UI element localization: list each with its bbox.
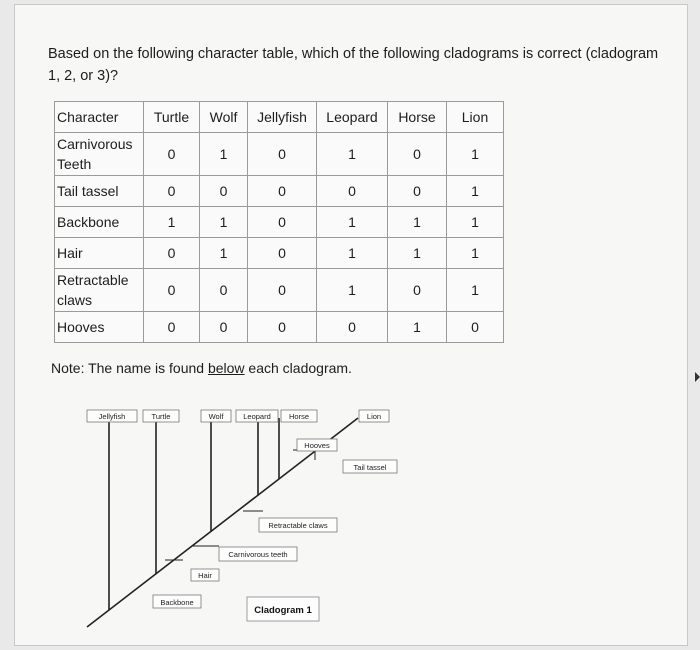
- taxon-label-turtle: [143, 410, 179, 422]
- note-after: each cladogram.: [244, 360, 352, 376]
- worksheet-page: [14, 4, 688, 646]
- table-cell: 1: [317, 269, 388, 312]
- table-cell: 0: [248, 238, 317, 269]
- table-cell: 0: [144, 176, 200, 207]
- table-cell: 0: [248, 269, 317, 312]
- table-cell: 0: [248, 312, 317, 343]
- table-cell: 0: [200, 312, 248, 343]
- header-jellyfish: Jellyfish: [248, 102, 317, 133]
- trait-label-backbone: [153, 595, 201, 608]
- taxon-label-horse: [281, 410, 317, 422]
- table-cell: 1: [317, 238, 388, 269]
- trait-label-retractable-claws: [259, 518, 337, 532]
- svg-text:Retractable claws: Retractable claws: [268, 521, 328, 530]
- table-cell: 0: [388, 269, 447, 312]
- table-cell: 1: [317, 207, 388, 238]
- svg-text:Turtle: Turtle: [151, 412, 171, 421]
- table-cell: 0: [248, 176, 317, 207]
- table-cell: 1: [388, 312, 447, 343]
- header-turtle: Turtle: [144, 102, 200, 133]
- taxon-label-wolf: [201, 410, 231, 422]
- svg-text:Lion: Lion: [366, 412, 382, 421]
- taxon-label-lion: [359, 410, 389, 422]
- row-label: Carnivorous Teeth: [55, 133, 144, 176]
- trait-label-hooves: [297, 439, 337, 451]
- table-cell: 1: [200, 238, 248, 269]
- note-underlined: below: [207, 360, 245, 376]
- svg-text:Cladogram 1: Cladogram 1: [254, 605, 312, 616]
- note-before: Note: The name is found: [51, 360, 208, 376]
- svg-text:Carnivorous teeth: Carnivorous teeth: [228, 550, 288, 559]
- table-cell: 1: [447, 207, 504, 238]
- table-cell: 0: [447, 312, 504, 343]
- table-cell: 1: [388, 238, 447, 269]
- table-cell: 0: [248, 133, 317, 176]
- table-cell: 1: [447, 133, 504, 176]
- table-cell: 1: [447, 238, 504, 269]
- svg-text:Hair: Hair: [198, 571, 212, 580]
- scroll-arrow-icon[interactable]: [695, 372, 700, 382]
- row-label: Backbone: [55, 207, 144, 238]
- table-cell: 0: [144, 269, 200, 312]
- table-cell: 0: [144, 238, 200, 269]
- table-cell: 0: [317, 312, 388, 343]
- svg-text:Hooves: Hooves: [304, 441, 330, 450]
- trait-label-hair: [191, 569, 219, 581]
- header-leopard: Leopard: [317, 102, 388, 133]
- cladogram-caption: [247, 597, 319, 621]
- svg-text:Tail tassel: Tail tassel: [353, 463, 387, 472]
- row-label: Tail tassel: [55, 176, 144, 207]
- header-lion: Lion: [447, 102, 504, 133]
- taxon-label-leopard: [236, 410, 278, 422]
- table-cell: 1: [200, 133, 248, 176]
- svg-text:Jellyfish: Jellyfish: [98, 412, 126, 421]
- header-wolf: Wolf: [200, 102, 248, 133]
- table-cell: 1: [200, 207, 248, 238]
- cladogram-1-diagram: [15, 5, 687, 645]
- row-label: Hooves: [55, 312, 144, 343]
- table-cell: 0: [200, 176, 248, 207]
- trait-label-tail-tassel: [343, 460, 397, 473]
- table-cell: 1: [447, 176, 504, 207]
- table-cell: 1: [144, 207, 200, 238]
- table-cell: 0: [144, 312, 200, 343]
- svg-text:Backbone: Backbone: [160, 598, 194, 607]
- header-character: Character: [55, 102, 144, 133]
- svg-text:Horse: Horse: [288, 412, 310, 421]
- table-cell: 1: [447, 269, 504, 312]
- table-cell: 0: [200, 269, 248, 312]
- table-cell: 0: [317, 176, 388, 207]
- table-cell: 0: [248, 207, 317, 238]
- svg-text:Leopard: Leopard: [243, 412, 271, 421]
- trait-label-carnivorous-teeth: [219, 547, 297, 561]
- row-label: Retractable claws: [55, 269, 144, 312]
- svg-text:Wolf: Wolf: [208, 412, 224, 421]
- table-cell: 0: [144, 133, 200, 176]
- table-cell: 0: [388, 176, 447, 207]
- header-horse: Horse: [388, 102, 447, 133]
- table-cell: 1: [317, 133, 388, 176]
- table-cell: 1: [388, 207, 447, 238]
- question-text: Based on the following character table, which of the following cladograms is correct (cladogram 1, 2, or 3)?: [48, 46, 659, 84]
- row-label: Hair: [55, 238, 144, 269]
- taxon-label-jellyfish: [87, 410, 137, 422]
- table-cell: 0: [388, 133, 447, 176]
